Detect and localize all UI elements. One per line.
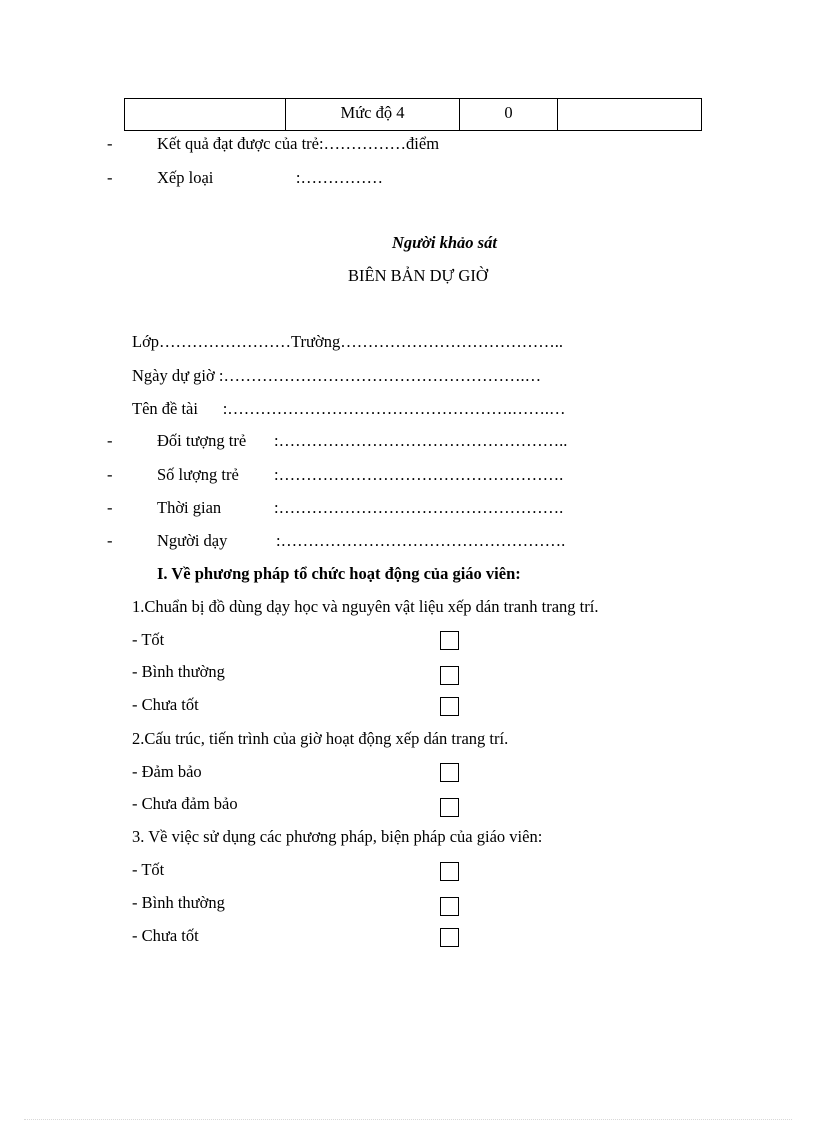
surveyor-label: Người khảo sát bbox=[392, 233, 497, 252]
children-count-fill: :……………………………………………. bbox=[274, 465, 564, 484]
result-score-line: Kết quả đạt được của trẻ:……………điểm bbox=[157, 134, 440, 153]
observation-date-line: Ngày dự giờ :……………………………………………….… bbox=[132, 366, 542, 385]
bullet-dash: - bbox=[107, 498, 113, 517]
q2-not-ensured-checkbox[interactable] bbox=[440, 798, 459, 817]
q1-good-checkbox[interactable] bbox=[440, 631, 459, 650]
q1-option-normal: - Bình thường bbox=[132, 662, 225, 681]
table-cell-4 bbox=[558, 99, 701, 130]
q3-option-normal: - Bình thường bbox=[132, 893, 225, 912]
q1-option-not-good: - Chưa tốt bbox=[132, 695, 199, 714]
teacher-fill: :……………………………………………. bbox=[276, 531, 566, 550]
q2-ensured-checkbox[interactable] bbox=[440, 763, 459, 782]
question-1-title: 1.Chuẩn bị đồ dùng dạy học và nguyên vật liệu xếp dán tranh trang trí. bbox=[132, 597, 599, 616]
q3-not-good-checkbox[interactable] bbox=[440, 928, 459, 947]
page-bottom-border bbox=[24, 1119, 792, 1120]
table-cell-level: Mức độ 4 bbox=[286, 99, 460, 130]
children-target-fill: :…………………………………………….. bbox=[274, 431, 568, 450]
q1-normal-checkbox[interactable] bbox=[440, 666, 459, 685]
time-label: Thời gian bbox=[157, 498, 222, 517]
section-heading: I. Về phương pháp tổ chức hoạt động của giáo viên: bbox=[157, 564, 521, 583]
question-3-title: 3. Về việc sử dụng các phương pháp, biện pháp của giáo viên: bbox=[132, 827, 543, 846]
q3-option-not-good: - Chưa tốt bbox=[132, 926, 199, 945]
q3-good-checkbox[interactable] bbox=[440, 862, 459, 881]
table-cell-1 bbox=[125, 99, 286, 130]
children-count-label: Số lượng trẻ bbox=[157, 465, 239, 484]
q1-not-good-checkbox[interactable] bbox=[440, 697, 459, 716]
bullet-dash: - bbox=[107, 531, 113, 550]
time-fill: :……………………………………………. bbox=[274, 498, 564, 517]
bullet-dash: - bbox=[107, 465, 113, 484]
result-rank-line: Xếp loại :…………… bbox=[157, 168, 383, 187]
result-dash-1: - bbox=[107, 134, 113, 153]
q1-option-good: - Tốt bbox=[132, 630, 165, 649]
q3-option-good: - Tốt bbox=[132, 860, 165, 879]
class-school-line: Lớp……………………Trường………………………………….. bbox=[132, 332, 563, 351]
bullet-dash: - bbox=[107, 431, 113, 450]
question-2-title: 2.Cấu trúc, tiến trình của giờ hoạt động xếp dán trang trí. bbox=[132, 729, 509, 748]
teacher-label: Người dạy bbox=[157, 531, 228, 550]
topic-line: Tên đề tài :…………………………………………….…….… bbox=[132, 399, 566, 418]
result-dash-2: - bbox=[107, 168, 113, 187]
q2-option-not-ensured: - Chưa đảm bảo bbox=[132, 794, 238, 813]
score-table-row bbox=[124, 98, 702, 131]
q2-option-ensured: - Đảm bảo bbox=[132, 762, 202, 781]
children-target-label: Đối tượng trẻ bbox=[157, 431, 247, 450]
table-cell-value: 0 bbox=[460, 99, 558, 130]
q3-normal-checkbox[interactable] bbox=[440, 897, 459, 916]
document-title: BIÊN BẢN DỰ GIỜ bbox=[348, 266, 488, 285]
